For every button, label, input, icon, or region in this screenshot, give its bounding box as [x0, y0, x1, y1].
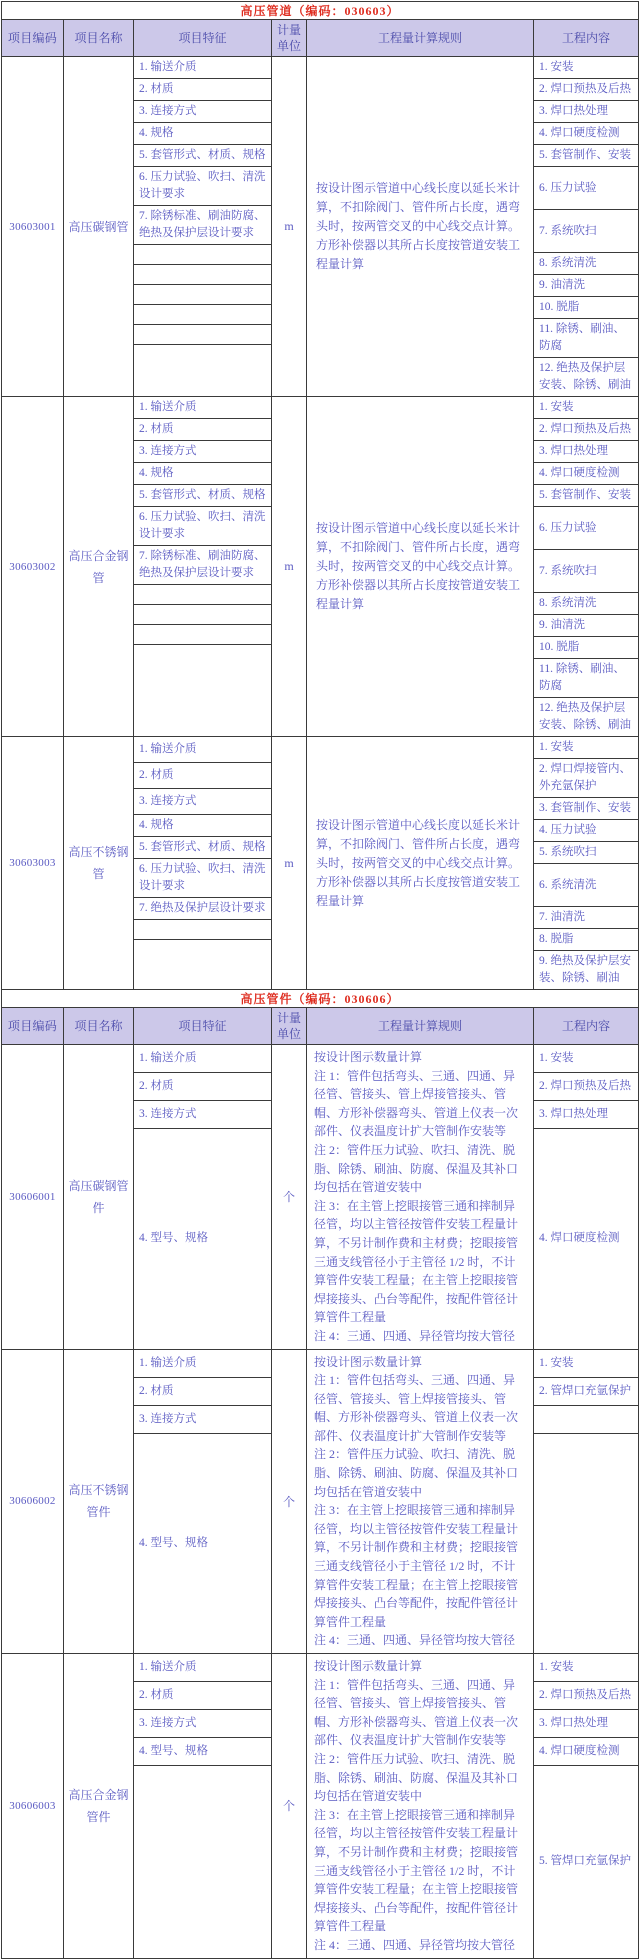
content-item: 2. 焊口预热及后热: [534, 79, 638, 101]
content-item: 1. 安装: [534, 57, 638, 79]
content-item: 10. 脱脂: [534, 297, 638, 319]
feature-item: 4. 型号、规格: [139, 1232, 208, 1245]
item-code-cell: [2, 397, 64, 736]
content-item: 7. 油清洗: [534, 907, 638, 929]
rule-line: 注 3：在主管上挖眼接管三通和摔制异径管，均以主管径按管件安装工程量计算，不另计制作费和主材费；挖眼接管三通支线管径小于主管径 1/2 时，不计算管件安装工程量；在主管上挖眼接管焊接接头、凸台等配件，按配件管径计算管件工程量: [314, 1807, 519, 1934]
item-name-cell: [64, 1045, 134, 1349]
rule-text: 按设计图示管道中心线长度以延长米计算，不扣除阀门、管件所占长度，遇弯头时，按两管交叉的中心线交点计算。方形补偿器以其所占长度按管道安装工程量计算: [316, 521, 521, 611]
header-row: [2, 1008, 638, 1045]
item-code: 30606002: [9, 1495, 56, 1508]
empty-cell: [134, 245, 271, 265]
content-column: [534, 1654, 638, 1958]
unit-value: 个: [282, 1494, 295, 1509]
empty-space: [134, 940, 271, 989]
feature-item: 5. 套管形式、材质、规格: [134, 837, 271, 859]
content-item: 9. 油清洗: [534, 615, 638, 637]
rule-column: [307, 397, 534, 736]
content-column: [534, 1350, 638, 1654]
feature-item: 4. 规格: [134, 815, 271, 837]
content-item: 9. 油清洗: [534, 275, 638, 297]
feature-item: 6. 压力试验、吹扫、清洗设计要求: [134, 859, 271, 898]
table-row: [2, 1350, 638, 1655]
col-header-unit: 计量单位: [272, 1008, 307, 1044]
empty-cell: [134, 325, 271, 345]
unit-cell: [272, 57, 307, 396]
table-row: [2, 397, 638, 737]
feature-item: 1. 输送介质: [134, 1654, 271, 1682]
rule-line: 注 3：在主管上挖眼接管三通和摔制异径管，均以主管径按管件安装工程量计算，不另计制作费和主材费；挖眼接管三通支线管径小于主管径 1/2 时，不计算管件安装工程量；在主管上挖眼接管焊接接头、凸台等配件，按配件管径计算管件工程量: [314, 1198, 519, 1325]
unit-value: m: [284, 219, 294, 233]
table-row: [2, 57, 638, 397]
content-item: 12. 绝热及保护层安装、除锈、刷油: [539, 702, 631, 731]
feature-item: 5. 套管形式、材质、规格: [134, 145, 271, 167]
content-item: 6. 系统清洗: [534, 864, 638, 907]
feature-item: 6. 压力试验、吹扫、清洗设计要求: [134, 507, 271, 546]
content-item: 2. 焊口预热及后热: [534, 1682, 638, 1710]
content-item: 3. 套管制作、安装: [534, 798, 638, 820]
content-item: 2. 焊口预热及后热: [534, 1073, 638, 1101]
rule-line: 注 2：管件压力试验、吹扫、清洗、脱脂、除锈、刷油、防腐、保温及其补口均包括在管道安装中: [314, 1751, 519, 1804]
item-name-cell: [64, 737, 134, 989]
col-header-rule: 工程量计算规则: [307, 20, 534, 56]
item-code-cell: [2, 1350, 64, 1654]
content-item: 4. 焊口硬度检测: [539, 1232, 620, 1245]
item-name: 高压不锈钢管: [68, 845, 129, 881]
section-fittings: [2, 990, 638, 1958]
rule-line: 注 4：三通、四通、异径管均按大管径: [314, 1937, 516, 1952]
unit-cell: [272, 1350, 307, 1654]
content-column: [534, 1045, 638, 1349]
item-name-cell: [64, 397, 134, 736]
col-header-item-name: 项目名称: [64, 20, 134, 56]
col-header-rule: 工程量计算规则: [307, 1008, 534, 1044]
rule-column: [307, 1654, 534, 1958]
feature-item: 2. 材质: [134, 763, 271, 789]
item-code: 30606001: [9, 1190, 56, 1203]
rule-line: 注 3：在主管上挖眼接管三通和摔制异径管，均以主管径按管件安装工程量计算，不另计制作费和主材费；挖眼接管三通支线管径小于主管径 1/2 时，不计算管件安装工程量；在主管上挖眼接管焊接接头、凸台等配件，按配件管径计算管件工程量: [314, 1503, 519, 1629]
section-title: 高压管道（编码：030603）: [2, 2, 638, 20]
content-item: 3. 焊口热处理: [534, 441, 638, 463]
empty-space: [134, 345, 271, 396]
content-item: 11. 除锈、刷油、防腐: [534, 319, 638, 358]
feature-item: 4. 型号、规格: [139, 1536, 208, 1549]
item-name: 高压碳钢管件: [68, 1178, 129, 1215]
rule-column: [307, 1045, 534, 1349]
feature-item: 3. 连接方式: [134, 789, 271, 815]
feature-item: 4. 规格: [134, 123, 271, 145]
item-name-cell: [64, 1350, 134, 1654]
feature-item: 3. 连接方式: [134, 101, 271, 123]
empty-cell: [134, 585, 271, 605]
rule-column: [307, 737, 534, 989]
table-row: [2, 1654, 638, 1958]
item-name: 高压合金钢管件: [68, 1787, 129, 1824]
section-pipes: [2, 2, 638, 990]
content-item: 8. 脱脂: [534, 929, 638, 951]
feature-item: 7. 除锈标准、刷油防腐、绝热及保护层设计要求: [134, 206, 271, 245]
item-code-cell: [2, 1654, 64, 1958]
feature-item: 4. 型号、规格: [134, 1738, 271, 1766]
empty-cell: [134, 305, 271, 325]
rule-line: 注 2：管件压力试验、吹扫、清洗、脱脂、除锈、刷油、防腐、保温及其补口均包括在管道安装中: [314, 1447, 519, 1499]
feature-column: [134, 57, 272, 396]
empty-cell: [134, 265, 271, 285]
item-code-cell: [2, 57, 64, 396]
content-item: 7. 系统吹扫: [534, 210, 638, 253]
feature-item: 1. 输送介质: [134, 1045, 271, 1073]
content-item: 1. 安装: [534, 737, 638, 759]
item-name-cell: [64, 57, 134, 396]
feature-item: 3. 连接方式: [134, 1406, 271, 1434]
content-item: 2. 管焊口充氩保护: [534, 1378, 638, 1406]
content-item: 4. 焊口硬度检测: [534, 463, 638, 485]
feature-item: 7. 除锈标准、刷油防腐、绝热及保护层设计要求: [134, 546, 271, 585]
feature-item: 6. 压力试验、吹扫、清洗设计要求: [134, 167, 271, 206]
col-header-unit: 计量单位: [272, 20, 307, 56]
rule-line: 按设计图示数量计算: [314, 1050, 423, 1064]
empty-space: [134, 645, 271, 736]
feature-item: 1. 输送介质: [134, 57, 271, 79]
feature-column: [134, 737, 272, 989]
content-item: 10. 脱脂: [534, 637, 638, 659]
item-name: 高压合金钢管: [68, 548, 129, 585]
empty-cell: [134, 285, 271, 305]
col-header-content: 工程内容: [561, 1019, 610, 1033]
content-item: 1. 安装: [534, 1045, 638, 1073]
rule-line: 注 2：管件压力试验、吹扫、清洗、脱脂、除锈、刷油、防腐、保温及其补口均包括在管道安装中: [314, 1142, 519, 1195]
rule-text: 按设计图示管道中心线长度以延长米计算，不扣除阀门、管件所占长度，遇弯头时，按两管交叉的中心线交点计算。方形补偿器以其所占长度按管道安装工程量计算: [316, 817, 521, 908]
content-item: 12. 绝热及保护层安装、除锈、刷油: [539, 362, 631, 391]
col-header-item-code: 项目编码: [2, 20, 64, 56]
empty-space: [534, 1434, 638, 1654]
rule-text: [307, 1654, 533, 1958]
item-code: 30603002: [9, 560, 56, 573]
rule-text: [307, 1350, 533, 1654]
feature-column: [134, 397, 272, 736]
content-item: 3. 焊口热处理: [534, 1101, 638, 1129]
feature-item: 7. 绝热及保护层设计要求: [134, 898, 271, 920]
unit-cell: [272, 1654, 307, 1958]
unit-value: m: [284, 559, 294, 573]
item-code-cell: [2, 737, 64, 989]
feature-item: 2. 材质: [134, 1378, 271, 1406]
content-item: 2. 焊口焊接管内、外充氩保护: [534, 759, 638, 798]
unit-cell: [272, 397, 307, 736]
unit-cell: [272, 1045, 307, 1349]
feature-item: 3. 连接方式: [134, 1101, 271, 1129]
feature-item: 1. 输送介质: [134, 397, 271, 419]
feature-item: 1. 输送介质: [134, 1350, 271, 1378]
spec-table: [1, 1, 639, 1959]
feature-item: 5. 套管形式、材质、规格: [134, 485, 271, 507]
rule-line: 注 4：三通、四通、异径管均按大管径: [314, 1328, 516, 1343]
section-title: 高压管件（编码：030606）: [2, 990, 638, 1008]
rule-text: [307, 1045, 533, 1349]
content-item: 1. 安装: [534, 1654, 638, 1682]
content-item: 5. 套管制作、安装: [534, 145, 638, 167]
item-code: 30603001: [9, 220, 56, 233]
rule-line: 按设计图示数量计算: [314, 1354, 423, 1369]
content-item: 11. 除锈、刷油、防腐: [534, 659, 638, 698]
content-item: 8. 系统清洗: [534, 593, 638, 615]
table-row: [2, 1045, 638, 1350]
item-name-cell: [64, 1654, 134, 1958]
empty-cell: [134, 605, 271, 625]
col-header-features: 项目特征: [134, 20, 272, 56]
feature-column: [134, 1350, 272, 1654]
table-row: [2, 737, 638, 990]
content-item: 5. 管焊口充氩保护: [539, 1855, 631, 1868]
feature-item: 2. 材质: [134, 1073, 271, 1101]
content-item: 4. 焊口硬度检测: [534, 1738, 638, 1766]
empty-cell: [134, 920, 271, 940]
unit-value: 个: [282, 1799, 295, 1814]
item-name: 高压不锈钢管件: [68, 1483, 129, 1520]
content-item: 3. 焊口热处理: [534, 101, 638, 123]
content-item: 1. 安装: [534, 1350, 638, 1378]
item-code-cell: [2, 1045, 64, 1349]
item-code: 30603003: [9, 857, 56, 869]
content-item: 6. 压力试验: [534, 507, 638, 550]
content-column: [534, 57, 638, 396]
content-item: 6. 压力试验: [534, 167, 638, 210]
content-item: 5. 套管制作、安装: [534, 485, 638, 507]
feature-item: 1. 输送介质: [134, 737, 271, 763]
content-item: 4. 压力试验: [534, 820, 638, 842]
content-item: 8. 系统清洗: [534, 253, 638, 275]
feature-item: 3. 连接方式: [134, 441, 271, 463]
feature-item: 2. 材质: [134, 419, 271, 441]
content-item: 7. 系统吹扫: [534, 550, 638, 593]
unit-cell: [272, 737, 307, 989]
content-item: 1. 安装: [534, 397, 638, 419]
rule-line: 注 1：管件包括弯头、三通、四通、异径管、管接头、管上焊接管接头、管帽、方形补偿器弯头、管道上仪表一次部件、仪表温度计扩大管制作安装等: [314, 1677, 519, 1748]
content-item: 2. 焊口预热及后热: [534, 419, 638, 441]
feature-item: 3. 连接方式: [134, 1710, 271, 1738]
feature-item: 4. 规格: [134, 463, 271, 485]
rule-line: 注 1：管件包括弯头、三通、四通、异径管、管接头、管上焊接管接头、管帽、方形补偿器弯头、管道上仪表一次部件、仪表温度计扩大管制作安装等: [314, 1068, 519, 1139]
content-item: 3. 焊口热处理: [534, 1710, 638, 1738]
empty-space: [134, 1766, 271, 1958]
feature-column: [134, 1045, 272, 1349]
unit-value: m: [284, 855, 294, 870]
content-item: 9. 绝热及保护层安装、除锈、刷油: [539, 955, 631, 984]
rule-column: [307, 1350, 534, 1654]
rule-line: 按设计图示数量计算: [314, 1659, 423, 1673]
content-item: 5. 系统吹扫: [534, 842, 638, 864]
unit-value: 个: [282, 1190, 295, 1205]
rule-line: 注 1：管件包括弯头、三通、四通、异径管、管接头、管上焊接管接头、管帽、方形补偿器弯头、管道上仪表一次部件、仪表温度计扩大管制作安装等: [314, 1373, 519, 1443]
col-header-item-code: 项目编码: [2, 1008, 64, 1044]
empty-cell: [134, 625, 271, 645]
col-header-item-name: 项目名称: [64, 1008, 134, 1044]
feature-column: [134, 1654, 272, 1958]
feature-item: 2. 材质: [134, 1682, 271, 1710]
item-name: 高压碳钢管: [68, 219, 129, 234]
item-code: 30606003: [9, 1799, 56, 1812]
rule-column: [307, 57, 534, 396]
col-header-features: 项目特征: [134, 1008, 272, 1044]
content-column: [534, 737, 638, 989]
content-item: 4. 焊口硬度检测: [534, 123, 638, 145]
header-row: [2, 20, 638, 57]
empty-cell: [534, 1406, 638, 1434]
feature-item: 2. 材质: [134, 79, 271, 101]
col-header-content: 工程内容: [561, 31, 610, 45]
rule-text: 按设计图示管道中心线长度以延长米计算，不扣除阀门、管件所占长度，遇弯头时，按两管交叉的中心线交点计算。方形补偿器以其所占长度按管道安装工程量计算: [316, 181, 521, 271]
rule-line: 注 4：三通、四通、异径管均按大管径: [314, 1633, 516, 1648]
content-column: [534, 397, 638, 736]
